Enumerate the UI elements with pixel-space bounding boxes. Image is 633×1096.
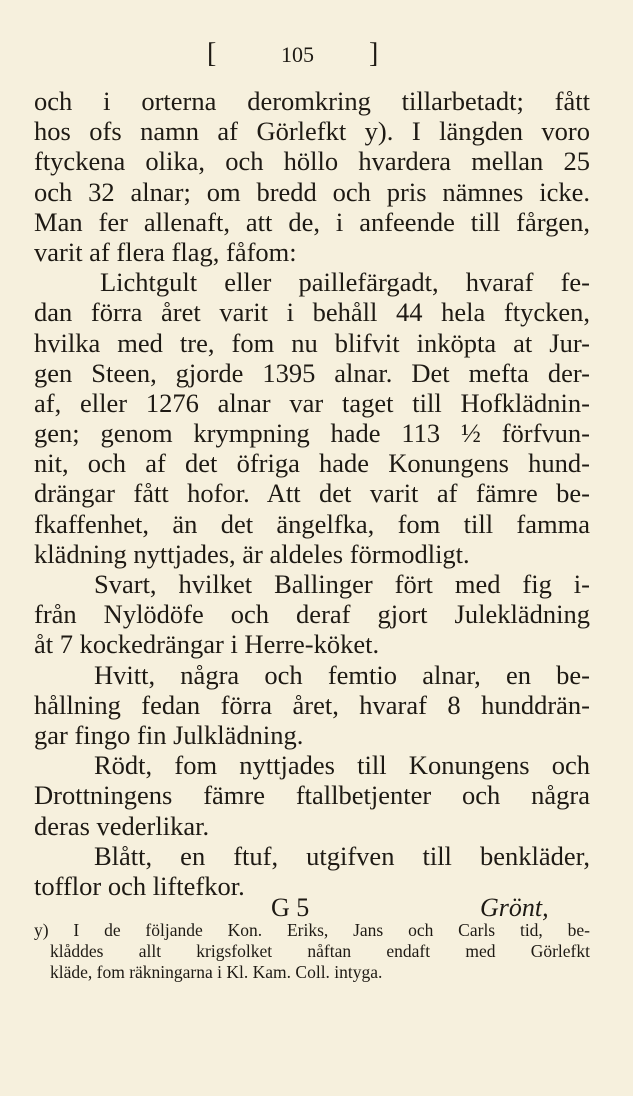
text-line: åt 7 kockedrängar i Herre-köket. <box>34 629 380 660</box>
text-line: och i orterna deromkring tillarbetadt; fått <box>34 86 590 116</box>
text-line: tofflor och liftefkor. <box>34 870 245 901</box>
text-line: dan förra året varit i behåll 44 hela ftycken, <box>34 297 590 328</box>
footnote-line: klåddes allt krigsfolket nåftan endaft med Görlefkt <box>50 941 590 961</box>
bracket-right: ] <box>369 38 379 69</box>
page-header <box>0 38 633 78</box>
footnote <box>34 920 590 983</box>
text-line: fkaffenhet, än det ängelfka, fom till famma <box>34 508 590 539</box>
text-line: klädning nyttjades, är aldeles förmodligt. <box>34 538 470 569</box>
text-line: drängar fått hofor. Att det varit af fämre be- <box>34 478 590 509</box>
footnote-line: y) I de följande Kon. Eriks, Jans och Carls tid, be- <box>34 920 590 940</box>
body-text <box>34 86 590 901</box>
text-line: nit, och af det öfriga hade Konungens hund- <box>34 448 590 479</box>
text-line: gar fingo fin Julklädning. <box>34 719 304 750</box>
text-line: Hvitt, några och femtio alnar, en be- <box>94 659 590 690</box>
text-line: Rödt, fom nyttjades till Konungens och <box>94 750 590 781</box>
signature-mark: G 5 <box>271 893 310 922</box>
footnote-line: kläde, fom räkningarna i Kl. Kam. Coll. intyga. <box>50 962 383 982</box>
text-line: Blått, en ftuf, utgifven till benkläder, <box>94 840 590 871</box>
text-line: hållning fedan förra året, hvaraf 8 hunddrän- <box>34 689 590 720</box>
text-line: hvilka med tre, fom nu blifvit inköpta at Jur- <box>34 327 590 358</box>
text-line: gen Steen, gjorde 1395 alnar. Det mefta der- <box>34 357 590 388</box>
catchword: Grönt, <box>480 893 549 922</box>
text-line: af, eller 1276 alnar var taget till Hofklädnin- <box>34 387 590 418</box>
text-line: Man fer allenaft, att de, i anfeende till fårgen, <box>34 206 590 237</box>
text-line: från Nylödöfe och deraf gjort Juleklädning <box>34 599 590 630</box>
text-line: Drottningens fämre ftallbetjenter och några <box>34 780 590 811</box>
bracket-left: [ <box>207 38 217 69</box>
text-line: och 32 alnar; om bredd och pris nämnes icke. <box>34 176 590 207</box>
text-line: deras vederlikar. <box>34 810 210 841</box>
page-number: 105 <box>281 42 314 67</box>
text-line: ftyckena olika, och höllo hvardera mellan 25 <box>34 146 590 177</box>
text-line: varit af flera flag, fåfom: <box>34 236 297 267</box>
text-line: hos ofs namn af Görlefkt y). I längden voro <box>34 116 590 147</box>
text-line: gen; genom krympning hade 113 ½ förfvun- <box>34 418 590 449</box>
text-line: Svart, hvilket Ballinger fört med fig i- <box>94 569 590 599</box>
text-line: Lichtgult eller paillefärgadt, hvaraf fe- <box>100 267 590 298</box>
